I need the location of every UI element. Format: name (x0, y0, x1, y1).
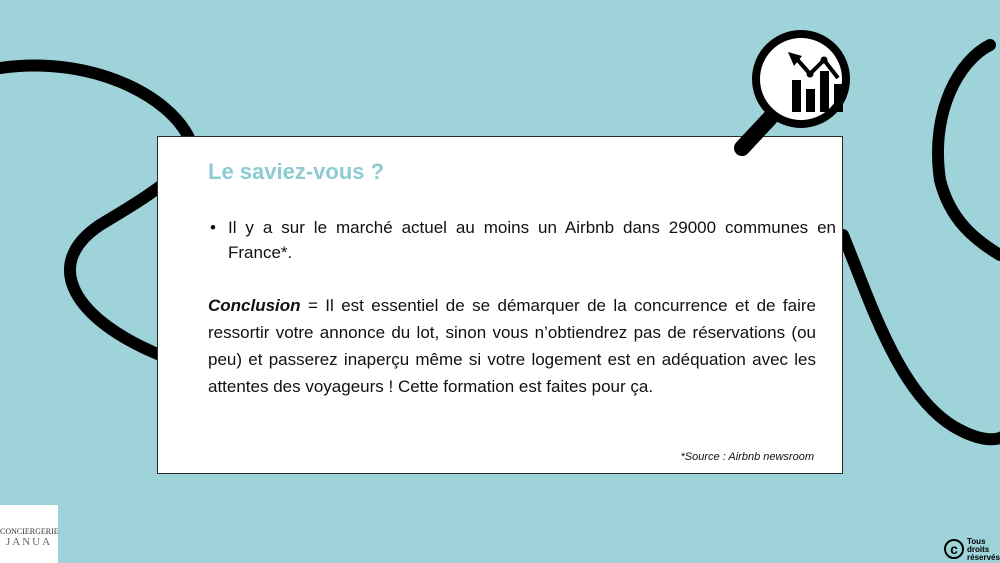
info-card (157, 136, 843, 474)
logo-line2: JANUA (5, 536, 53, 548)
bullet-item: • Il y a sur le marché actuel au moins un Airbnb dans 29000 communes en France*. (228, 215, 836, 265)
conclusion-text: = Il est essentiel de se démarquer de la concurrence et de faire ressortir votre annonce du lot, sinon vous n’obtiendrez pas de réservations (ou peu) et passerez inaperçu même si votre logement est en adéquation avec les attentes des voyageurs ! Cette formation est faites pour ça. (208, 296, 816, 396)
bullet-list (208, 215, 836, 265)
copyright-notice (942, 537, 1000, 563)
conclusion-label: Conclusion (208, 296, 301, 315)
logo-line1: CONCIERGERIE (0, 527, 59, 536)
card-title: Le saviez-vous ? (208, 159, 385, 184)
magnifier-chart-icon (728, 26, 868, 166)
conclusion-paragraph (208, 292, 816, 400)
source-note: *Source : Airbnb newsroom (680, 451, 814, 463)
copyright-text: Tous droits réservés (967, 537, 1000, 562)
company-logo (0, 505, 58, 563)
copyright-icon: c (944, 539, 964, 559)
